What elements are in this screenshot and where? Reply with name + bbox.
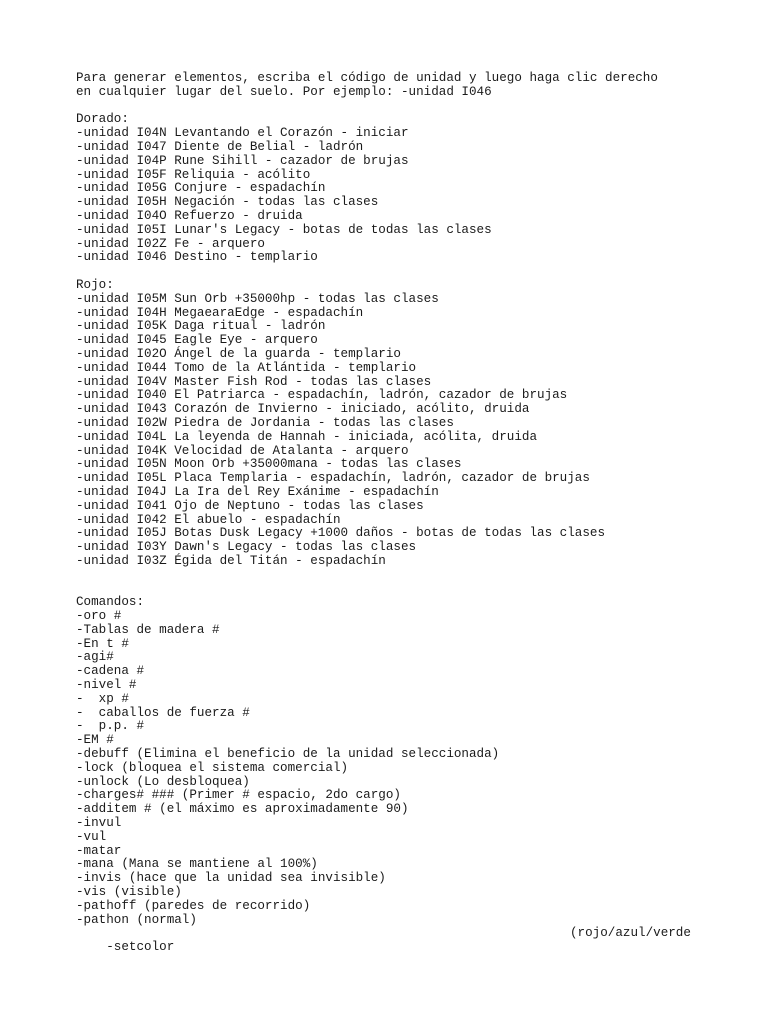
command-item: -additem # (el máximo es aproximadamente 90) — [76, 802, 409, 817]
command-item: -unlock (Lo desbloquea) — [76, 774, 250, 789]
red-item: -unidad I05J Botas Dusk Legacy +1000 daños - botas de todas las clases — [76, 526, 606, 541]
red-item: -unidad I04J La Ira del Rey Exánime - espadachín — [76, 484, 439, 499]
spacer — [76, 100, 696, 114]
command-list — [76, 610, 696, 927]
red-item: -unidad I05K Daga ritual - ladrón — [76, 319, 326, 334]
red-item: -unidad I05M Sun Orb +35000hp - todas las clases — [76, 291, 439, 306]
command-item: - caballos de fuerza # — [76, 705, 250, 720]
gold-item: -unidad I04N Levantando el Corazón - iniciar — [76, 126, 409, 141]
spacer — [76, 265, 696, 279]
gold-item: -unidad I05G Conjure - espadachín — [76, 181, 326, 196]
command-item: -charges# ### (Primer # espacio, 2do cargo) — [76, 788, 401, 803]
red-item: -unidad I03Z Égida del Titán - espadachín — [76, 553, 386, 568]
red-item-list — [76, 293, 696, 569]
gold-item: -unidad I05F Reliquia - acólito — [76, 167, 311, 182]
document-page — [76, 71, 696, 955]
red-item: -unidad I042 El abuelo - espadachín — [76, 512, 341, 527]
spacer — [76, 569, 696, 597]
command-item: -cadena # — [76, 664, 145, 679]
command-item: -invis (hace que la unidad sea invisible) — [76, 871, 386, 886]
red-item: -unidad I040 El Patriarca - espadachín, ladrón, cazador de brujas — [76, 388, 568, 403]
setcolor-options: (rojo/azul/verde — [570, 926, 691, 941]
command-item: -EM # — [76, 733, 114, 748]
gold-item: -unidad I047 Diente de Belial - ladrón — [76, 139, 364, 154]
red-heading: Rojo: — [76, 277, 114, 292]
commands-heading: Comandos: — [76, 595, 145, 610]
red-item: -unidad I04K Velocidad de Atalanta - arquero — [76, 443, 409, 458]
setcolor-command — [76, 926, 696, 955]
command-item: -nivel # — [76, 678, 137, 693]
red-item: -unidad I044 Tomo de la Atlántida - templario — [76, 360, 417, 375]
command-item: -debuff (Elimina el beneficio de la unidad seleccionada) — [76, 747, 500, 762]
command-item: -Tablas de madera # — [76, 622, 220, 637]
command-item: -mana (Mana se mantiene al 100%) — [76, 857, 318, 872]
red-item: -unidad I04H MegaearaEdge - espadachín — [76, 305, 364, 320]
command-item: -En t # — [76, 636, 129, 651]
gold-item: -unidad I046 Destino - templario — [76, 250, 318, 265]
command-item: -matar — [76, 843, 122, 858]
red-item: -unidad I045 Eagle Eye - arquero — [76, 333, 318, 348]
gold-item: -unidad I05I Lunar's Legacy - botas de todas las clases — [76, 222, 492, 237]
command-item: -pathon (normal) — [76, 912, 197, 927]
command-item: -vul — [76, 829, 107, 844]
red-item: -unidad I04L La leyenda de Hannah - iniciada, acólita, druida — [76, 429, 538, 444]
red-item: -unidad I043 Corazón de Invierno - iniciado, acólito, druida — [76, 402, 530, 417]
command-item: -pathoff (paredes de recorrido) — [76, 898, 311, 913]
command-item: -vis (visible) — [76, 885, 182, 900]
red-item: -unidad I03Y Dawn's Legacy - todas las clases — [76, 540, 417, 555]
command-item: -oro # — [76, 609, 122, 624]
command-item: -lock (bloquea el sistema comercial) — [76, 760, 349, 775]
command-item: - p.p. # — [76, 719, 145, 734]
red-item: -unidad I05N Moon Orb +35000mana - todas las clases — [76, 457, 462, 472]
red-item: -unidad I04V Master Fish Rod - todas las clases — [76, 374, 432, 389]
gold-item-list — [76, 127, 696, 265]
intro-line: en cualquier lugar del suelo. Por ejemplo: -unidad I046 — [76, 84, 492, 99]
red-item: -unidad I041 Ojo de Neptuno - todas las clases — [76, 498, 424, 513]
gold-item: -unidad I05H Negación - todas las clases — [76, 195, 379, 210]
command-item: -agi# — [76, 650, 114, 665]
red-item: -unidad I02O Ángel de la guarda - templario — [76, 346, 401, 361]
gold-item: -unidad I02Z Fe - arquero — [76, 236, 265, 251]
red-item: -unidad I02W Piedra de Jordania - todas las clases — [76, 415, 454, 430]
gold-item: -unidad I04O Refuerzo - druida — [76, 208, 303, 223]
gold-heading: Dorado: — [76, 112, 129, 127]
command-item: -invul — [76, 816, 122, 831]
intro-line: Para generar elementos, escriba el código de unidad y luego haga clic derecho — [76, 71, 658, 85]
setcolor-label: -setcolor — [106, 940, 175, 955]
red-item: -unidad I05L Placa Templaria - espadachín, ladrón, cazador de brujas — [76, 471, 590, 486]
gold-item: -unidad I04P Rune Sihill - cazador de brujas — [76, 153, 409, 168]
command-item: - xp # — [76, 691, 129, 706]
